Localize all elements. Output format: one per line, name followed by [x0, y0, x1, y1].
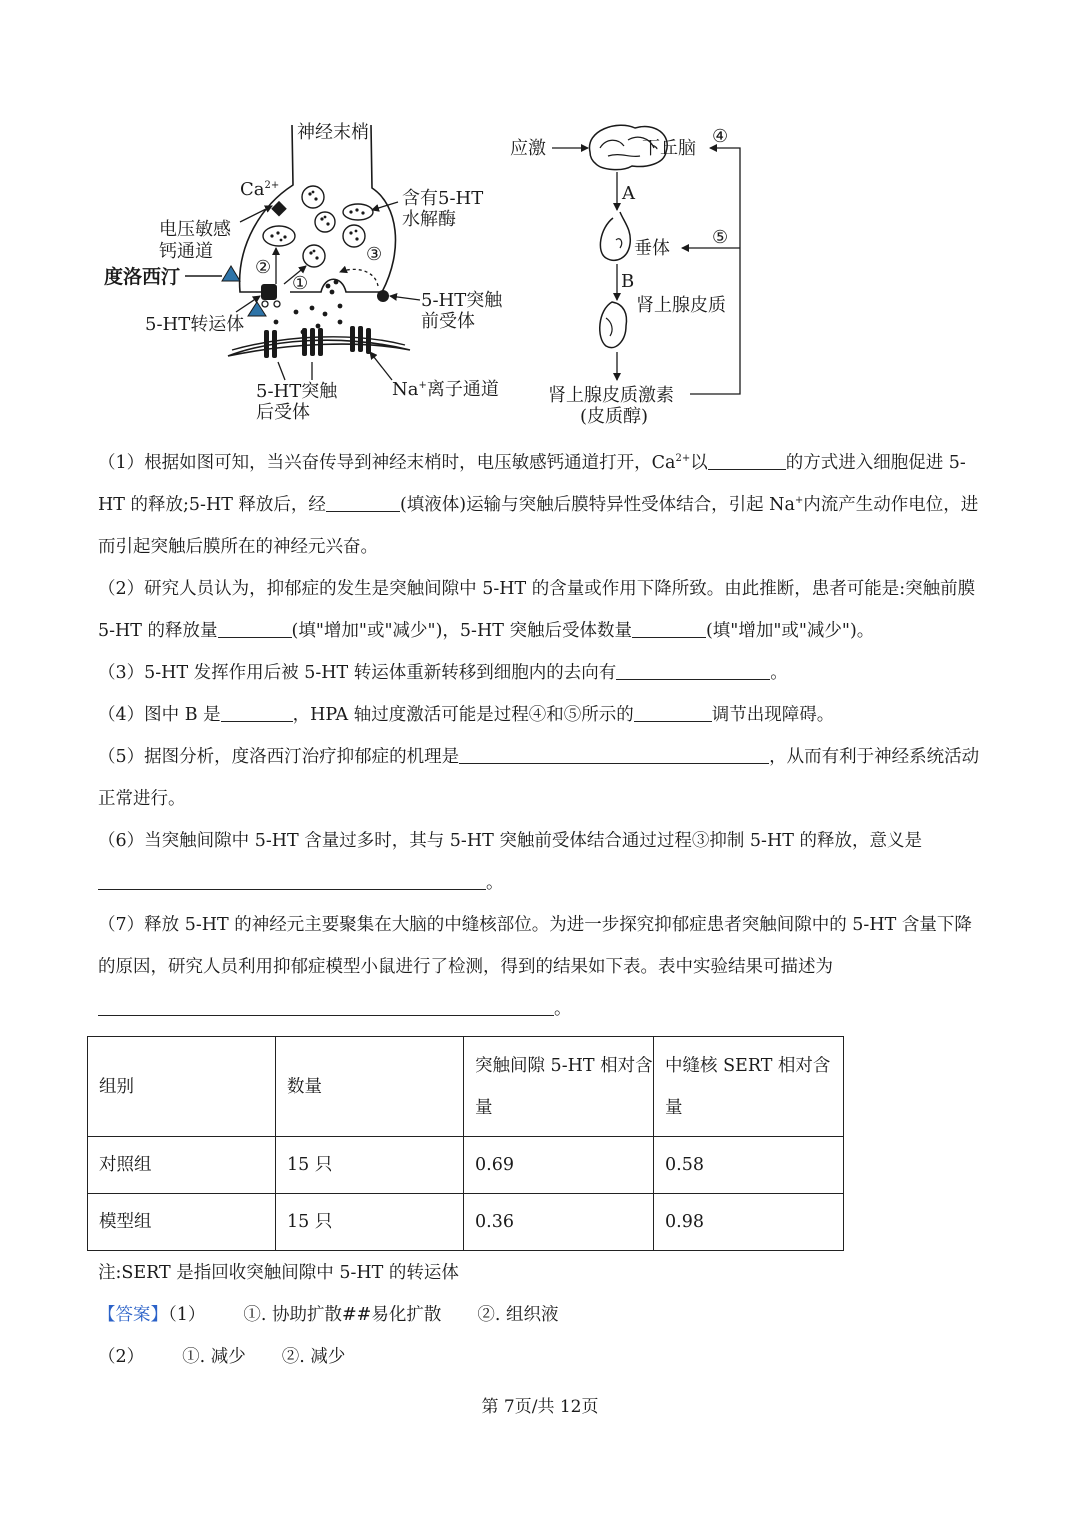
question-5: （5）据图分析，度洛西汀治疗抑郁症的机理是 ，从而有利于神经系统活动正常进行。 — [98, 736, 982, 820]
label-calcium: $Ca^{2+}$ — [240, 179, 280, 200]
answer-blank[interactable] — [326, 491, 400, 512]
answer-blank[interactable] — [459, 743, 769, 764]
pituitary-shape — [600, 212, 630, 260]
results-table — [87, 1036, 844, 1251]
hpa-diagram — [552, 125, 740, 394]
label-hormone-1: 肾上腺皮质激素 — [548, 385, 674, 406]
question-3: （3）5-HT 发挥作用后被 5-HT 转运体重新转移到细胞内的去向有 。 — [98, 652, 982, 694]
answer-blank[interactable] — [98, 869, 486, 890]
label-arrow-a: A — [622, 183, 635, 204]
answer-blank[interactable] — [708, 449, 786, 470]
label-duloxetine: 度洛西汀 — [104, 266, 181, 288]
table-header-cell: 突触间隙 5-HT 相对含量 — [464, 1037, 654, 1137]
table-cell: 15 只 — [276, 1194, 464, 1251]
label-step3: ③ — [366, 244, 383, 265]
table-row — [88, 1194, 844, 1251]
presynaptic-receptor-shape — [377, 290, 389, 302]
label-pituitary: 垂体 — [634, 238, 670, 259]
answer-line-2: （2） ①. 减少 ②. 减少 — [98, 1347, 346, 1367]
label-arrow-b: B — [621, 271, 635, 292]
questions-block — [98, 442, 982, 1030]
answer-line-1: 【答案】（1） ①. 协助扩散##易化扩散 ②. 组织液 — [98, 1305, 559, 1325]
page-footer: 第 7页/共 12页 — [481, 1397, 599, 1417]
table-header-cell: 中缝核 SERT 相对含量 — [654, 1037, 844, 1137]
label-stress: 应激 — [510, 138, 546, 159]
table-cell: 0.69 — [464, 1137, 654, 1194]
table-note: 注:SERT 是指回收突触间隙中 5-HT 的转运体 — [98, 1263, 459, 1283]
vesicles — [263, 186, 373, 267]
table-cell: 模型组 — [88, 1194, 276, 1251]
table-cell: 0.58 — [654, 1137, 844, 1194]
label-na-channel: Na+离子通道 — [392, 379, 499, 400]
label-hypothalamus: 下丘脑 — [642, 138, 696, 159]
answer-blank[interactable] — [616, 659, 770, 680]
transporter-shape — [261, 284, 277, 300]
label-hydrolase-2: 水解酶 — [402, 209, 456, 230]
label-post-receptor-2: 后受体 — [256, 402, 310, 423]
table-cell: 0.36 — [464, 1194, 654, 1251]
label-adrenal: 肾上腺皮质 — [636, 295, 726, 316]
answer-blank[interactable] — [98, 995, 554, 1016]
label-pre-receptor-1: 5-HT突触 — [421, 290, 503, 311]
label-step2: ② — [255, 257, 272, 278]
answer-blank[interactable] — [634, 701, 712, 722]
answer-blank[interactable] — [221, 701, 293, 722]
answer-tag: 【答案】 — [98, 1305, 168, 1325]
label-step4: ④ — [712, 126, 729, 147]
label-post-receptor-1: 5-HT突触 — [256, 381, 338, 402]
question-6: （6）当突触间隙中 5-HT 含量过多时，其与 5-HT 突触前受体结合通过过程③抑制 5-HT 的释放，意义是 。 — [98, 831, 922, 893]
label-vg-channel-1: 电压敏感 — [159, 219, 231, 240]
label-hormone-2: (皮质醇) — [580, 406, 649, 427]
question-2: （2）研究人员认为，抑郁症的发生是突触间隙中 5-HT 的含量或作用下降所致。由此推断，患者可能是:突触前膜 5-HT 的释放量 (填"增加"或"减少")，5-HT 突触后受体数量 (填"增加"或"减少")。 — [98, 579, 976, 641]
answer-blank[interactable] — [218, 617, 292, 638]
table-cell: 15 只 — [276, 1137, 464, 1194]
question-7: （7）释放 5-HT 的神经元主要聚集在大脑的中缝核部位。为进一步探究抑郁症患者突触间隙中的 5-HT 含量下降的原因，研究人员利用抑郁症模型小鼠进行了检测，得到的结果如下表。表中实验结果可描述为 。 — [98, 915, 972, 1019]
table-header-row — [88, 1037, 844, 1137]
label-pre-receptor-2: 前受体 — [421, 311, 475, 332]
table-cell: 0.98 — [654, 1194, 844, 1251]
answer-block — [98, 1294, 982, 1378]
answer-blank[interactable] — [632, 617, 706, 638]
label-hydrolase-1: 含有5-HT — [402, 188, 484, 209]
label-vg-channel-2: 钙通道 — [159, 241, 213, 262]
label-nerve-ending: 神经末梢 — [297, 122, 369, 143]
label-step5: ⑤ — [712, 227, 729, 248]
calcium-channel — [271, 201, 287, 217]
adrenal-shape — [600, 302, 627, 348]
table-header-cell: 数量 — [276, 1037, 464, 1137]
table-row — [88, 1137, 844, 1194]
table-header-cell: 组别 — [88, 1037, 276, 1137]
table-cell: 对照组 — [88, 1137, 276, 1194]
question-4: （4）图中 B 是 ，HPA 轴过度激活可能是过程④和⑤所示的 调节出现障碍。 — [98, 694, 982, 736]
label-step1: ① — [292, 273, 309, 294]
question-1: （1）根据如图可知，当兴奋传导到神经末梢时，电压敏感钙通道打开，$Ca^{2+}$以 的方式进入细胞促进 5-HT 的释放;5-HT 释放后，经 (填液体)运输与突触后膜特异性受体结合，引起 Na+内流产生动作电位，进而引起突触后膜所在的神经元兴奋。 — [98, 442, 982, 568]
label-transporter: 5-HT转运体 — [145, 314, 245, 335]
duloxetine-triangle — [222, 266, 240, 281]
